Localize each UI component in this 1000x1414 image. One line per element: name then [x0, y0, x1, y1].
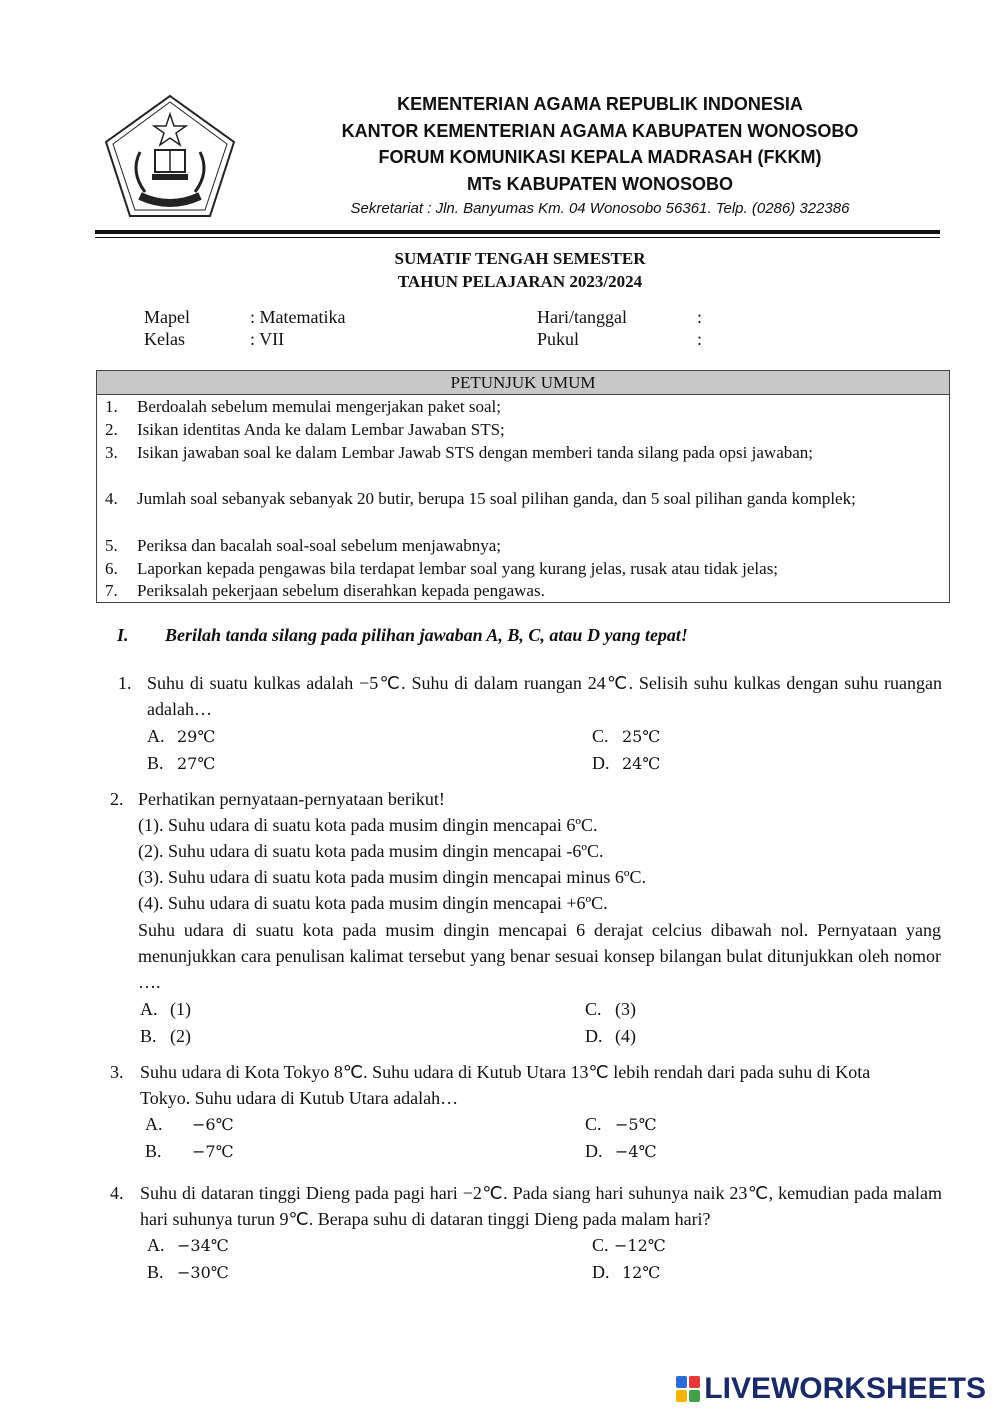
instruction-text: Laporkan kepada pengawas bila terdapat lembar soal yang kurang jelas, rusak atau tidak jelas; — [137, 559, 779, 578]
instructions-heading: PETUNJUK UMUM — [97, 371, 949, 395]
kelas-value: : VII — [250, 329, 285, 349]
header-address: Sekretariat : Jln. Banyumas Km. 04 Wonosobo 56361. Telp. (0286) 322386 — [350, 200, 850, 217]
instruction-item — [105, 396, 948, 418]
instruction-text: Periksa dan bacalah soal-soal sebelum menjawabnya; — [137, 536, 501, 555]
option-label: D. — [585, 1026, 603, 1046]
kelas-label: Kelas — [144, 329, 185, 349]
instruction-num: 4. — [105, 489, 118, 508]
header-forum: FORUM KOMUNIKASI KEPALA MADRASAH (FKKM) — [378, 147, 822, 167]
option-c[interactable]: 25℃ — [622, 727, 661, 746]
option-b[interactable]: −7℃ — [192, 1142, 234, 1161]
instruction-num: 1. — [105, 397, 118, 416]
hari-value: : — [697, 307, 703, 327]
question-number: 4. — [110, 1183, 124, 1203]
question-number: 3. — [110, 1062, 124, 1082]
option-label: A. — [147, 1235, 165, 1255]
option-label: C. — [585, 999, 602, 1019]
option-d[interactable]: 24℃ — [622, 754, 661, 773]
header-divider-thin — [95, 237, 940, 238]
instruction-num: 7. — [105, 581, 118, 600]
instruction-num: 6. — [105, 559, 118, 578]
question-text: Suhu di dataran tinggi Dieng pada pagi hari −2℃. Pada siang hari suhunya naik 23℃, kemudian pada malam hari suhunya turun 9℃. Berapa suhu di dataran tinggi Dieng pada malam hari? — [140, 1183, 942, 1229]
statement-3: (3). Suhu udara di suatu kota pada musim dingin mencapai minus 6ºC. — [138, 867, 646, 887]
option-d[interactable]: (4) — [615, 1026, 636, 1046]
instruction-num: 3. — [105, 443, 118, 462]
option-label: B. — [145, 1141, 162, 1161]
instruction-text: Isikan identitas Anda ke dalam Lembar Jawaban STS; — [137, 420, 505, 439]
instruction-text: Jumlah soal sebanyak sebanyak 20 butir, berupa 15 soal pilihan ganda, dan 5 soal pilihan ganda komplek; — [137, 489, 856, 508]
option-label: A. — [145, 1114, 163, 1134]
pukul-label: Pukul — [537, 329, 580, 349]
option-label: D. — [592, 753, 610, 773]
option-a[interactable]: −6℃ — [192, 1115, 234, 1134]
question-number: 1. — [118, 673, 132, 693]
instruction-num: 5. — [105, 536, 118, 555]
hari-label: Hari/tanggal — [537, 307, 627, 327]
option-label: C. — [585, 1114, 602, 1134]
option-label: D. — [585, 1141, 603, 1161]
option-a[interactable]: −34℃ — [177, 1236, 229, 1255]
pukul-value: : — [697, 329, 703, 349]
instruction-item — [105, 535, 948, 557]
instruction-text: Isikan jawaban soal ke dalam Lembar Jawab STS dengan memberi tanda silang pada opsi jawaban; — [137, 443, 814, 462]
option-a[interactable]: 29℃ — [177, 727, 216, 746]
option-b[interactable]: 27℃ — [177, 754, 216, 773]
header-ministry: KEMENTERIAN AGAMA REPUBLIK INDONESIA — [397, 94, 803, 114]
option-label: C. — [592, 1235, 609, 1255]
option-b[interactable]: (2) — [170, 1026, 191, 1046]
option-d[interactable]: −4℃ — [615, 1142, 657, 1161]
question-text: Suhu di suatu kulkas adalah −5℃. Suhu di dalam ruangan 24℃. Selisih suhu kulkas dengan suhu ruangan adalah… — [147, 673, 942, 719]
instruction-item — [105, 442, 948, 486]
option-label: D. — [592, 1262, 610, 1282]
liveworksheets-logo-icon — [676, 1376, 700, 1402]
header-divider-thick — [95, 230, 940, 234]
option-label: A. — [147, 726, 165, 746]
exam-title: SUMATIF TENGAH SEMESTER — [394, 249, 646, 268]
header-school: MTs KABUPATEN WONOSOBO — [467, 174, 733, 194]
statement-1: (1). Suhu udara di suatu kota pada musim dingin mencapai 6ºC. — [138, 815, 598, 835]
section-number: I. — [117, 625, 129, 645]
brand-text: LIVEWORKSHEETS — [704, 1372, 986, 1405]
question-intro: Perhatikan pernyataan-pernyataan berikut! — [138, 789, 445, 809]
exam-year: TAHUN PELAJARAN 2023/2024 — [397, 272, 643, 291]
instruction-item — [105, 488, 948, 532]
statement-2: (2). Suhu udara di suatu kota pada musim dingin mencapai -6ºC. — [138, 841, 604, 861]
option-label: A. — [140, 999, 158, 1019]
question-text: Suhu udara di suatu kota pada musim dingin mencapai 6 derajat celcius dibawah nol. Pernyataan yang menunjukkan cara penulisan kalimat tersebut yang benar sesuai konsep bilangan bulat ditunjukkan oleh nomor …. — [138, 920, 941, 992]
mapel-value: : Matematika — [250, 307, 346, 327]
mapel-label: Mapel — [144, 307, 190, 327]
instruction-num: 2. — [105, 420, 118, 439]
option-d[interactable]: 12℃ — [622, 1263, 661, 1282]
option-c[interactable]: −5℃ — [615, 1115, 657, 1134]
option-c[interactable]: −12℃ — [614, 1236, 666, 1255]
option-c[interactable]: (3) — [615, 999, 636, 1019]
question-number: 2. — [110, 789, 124, 809]
liveworksheets-brand[interactable] — [676, 1372, 986, 1406]
option-b[interactable]: −30℃ — [177, 1263, 229, 1282]
instruction-item — [105, 580, 948, 602]
ministry-logo — [100, 92, 240, 222]
option-label: C. — [592, 726, 609, 746]
header-office: KANTOR KEMENTERIAN AGAMA KABUPATEN WONOSOBO — [341, 121, 859, 141]
option-a[interactable]: (1) — [170, 999, 191, 1019]
instruction-item — [105, 558, 948, 580]
instruction-text: Periksalah pekerjaan sebelum diserahkan kepada pengawas. — [137, 581, 545, 600]
question-text: Suhu udara di Kota Tokyo 8℃. Suhu udara di Kutub Utara 13℃ lebih rendah dari pada suhu di Kota Tokyo. Suhu udara di Kutub Utara adalah… — [140, 1062, 871, 1108]
section-instruction: Berilah tanda silang pada pilihan jawaban A, B, C, atau D yang tepat! — [165, 625, 688, 645]
statement-4: (4). Suhu udara di suatu kota pada musim dingin mencapai +6ºC. — [138, 893, 608, 913]
instruction-text: Berdoalah sebelum memulai mengerjakan paket soal; — [137, 397, 501, 416]
option-label: B. — [140, 1026, 157, 1046]
option-label: B. — [147, 1262, 164, 1282]
option-label: B. — [147, 753, 164, 773]
instruction-item — [105, 419, 948, 441]
